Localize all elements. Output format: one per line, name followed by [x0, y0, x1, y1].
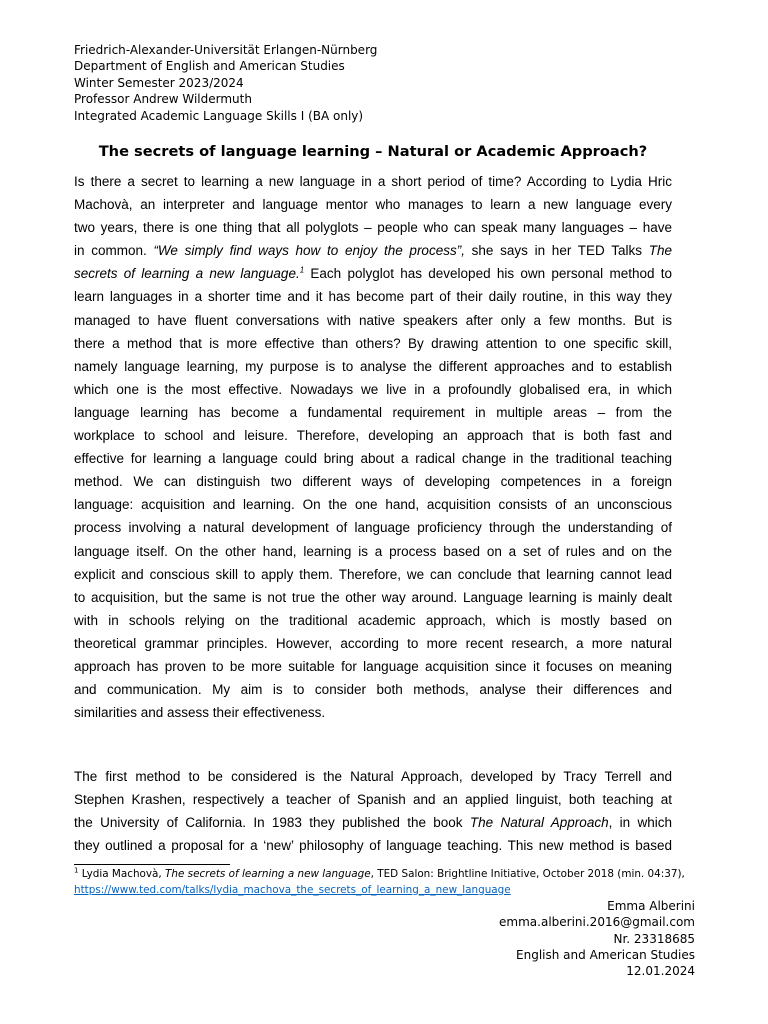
department-name: Department of English and American Studies — [74, 59, 345, 74]
essay-title: The secrets of language learning – Natural or Academic Approach? — [98, 143, 648, 160]
text-line — [74, 811, 672, 834]
footnote-author: Lydia Machovà, — [78, 868, 166, 880]
text-line: with in schools relying on the traditional academic approach, which is mostly based on — [74, 612, 672, 628]
text-line: Machovà, an interpreter and language mentor who manages to learn a new language every — [74, 197, 672, 213]
footnote-talk-title: The secrets of learning a new language — [165, 868, 371, 880]
footnote-citation — [74, 867, 684, 883]
footnote-separator — [74, 864, 230, 865]
text-fragment: Each polyglot has developed his own personal method to — [304, 266, 672, 282]
author-block — [499, 898, 695, 979]
text-line: learn languages in a shorter time and it has become part of their daily routine, in this way they — [74, 289, 672, 305]
text-line: managed to have fluent conversations with native speakers after only a few months. But is — [74, 312, 672, 328]
text-line: which one is the most effective. Nowadays we live in a profoundly globalised era, in which — [74, 381, 672, 397]
talk-title-end: secrets of learning a new language. — [74, 266, 300, 282]
paragraph-1 — [74, 170, 672, 724]
text-line: Is there a secret to learning a new language in a short period of time? According to Lydia Hric — [74, 174, 672, 189]
text-fragment: , in which — [608, 815, 672, 831]
text-line: Stephen Krashen, respectively a teacher of Spanish and an applied linguist, both teaching at — [74, 792, 672, 808]
text-line: explicit and conscious skill to apply them. Therefore, we can conclude that learning cannot lead — [74, 566, 672, 582]
course-name: Integrated Academic Language Skills I (BA only) — [74, 108, 364, 123]
footnote-details: , TED Salon: Brightline Initiative, October 2018 (min. 04:37), — [370, 868, 685, 880]
text-fragment: she says in her TED Talks — [464, 243, 649, 259]
text-line: process involving a natural development of language proficiency through the understanding of — [74, 520, 672, 536]
quote-text: “We simply find ways how to enjoy the process — [153, 243, 457, 259]
submission-date: 12.01.2024 — [626, 964, 695, 979]
text-line: two years, there is one thing that all polyglots – people who can speak many languages – have — [74, 220, 672, 236]
quote-close: ”, — [456, 243, 465, 259]
text-fragment: the University of California. In 1983 they published the book — [74, 815, 470, 831]
study-program: English and American Studies — [516, 947, 695, 962]
footnote — [74, 867, 684, 898]
text-line — [74, 239, 672, 262]
text-line — [74, 262, 672, 285]
text-line: language itself. On the other hand, learning is a process based on a set of rules and on the — [74, 543, 672, 559]
text-line: The first method to be considered is the Natural Approach, developed by Tracy Terrell and — [74, 769, 672, 784]
footnote-reference[interactable]: 1 — [299, 265, 305, 275]
text-line: effective for learning a language could bring about a radical change in the traditional teaching — [74, 451, 672, 467]
text-line: they outlined a proposal for a ‘new’ philosophy of language teaching. This new method is based — [74, 838, 672, 854]
author-name: Emma Alberini — [607, 899, 695, 913]
text-line: approach has proven to be more suitable for language acquisition since it focuses on meaning — [74, 658, 672, 674]
footnote-mark: 1 — [74, 866, 79, 875]
text-fragment: in common. — [74, 243, 154, 259]
talk-title-start: The — [648, 243, 672, 259]
text-line: and communication. My aim is to consider both methods, analyse their differences and — [74, 682, 672, 698]
author-email: emma.alberini.2016@gmail.com — [499, 915, 695, 930]
text-line: there a method that is more effective than others? By drawing attention to one specific skill, — [74, 335, 672, 351]
text-line: namely language learning, my purpose is to analyse the different approaches and to establish — [74, 358, 672, 374]
student-number: Nr. 23318685 — [613, 931, 695, 946]
text-line: workplace to school and leisure. Therefore, developing an approach that is both fast and — [74, 428, 672, 444]
text-line: language learning has become a fundamental requirement in multiple areas – from the — [74, 404, 672, 420]
paragraph-2 — [74, 765, 672, 857]
course-header — [74, 42, 377, 124]
university-name: Friedrich-Alexander-Universität Erlangen-Nürnberg — [74, 43, 378, 57]
text-line: language: acquisition and learning. On the one hand, acquisition consists of an unconscious — [74, 497, 672, 513]
semester: Winter Semester 2023/2024 — [74, 75, 244, 90]
text-line: theoretical grammar principles. However, according to more recent research, a more natural — [74, 635, 672, 651]
professor-name: Professor Andrew Wildermuth — [74, 92, 252, 107]
text-line: similarities and assess their effectiveness. — [74, 705, 326, 721]
text-line: to acquisition, but the same is not true the other way around. Language learning is mainly dealt — [74, 589, 672, 605]
footnote-url-link[interactable]: https://www.ted.com/talks/lydia_machova_the_secrets_of_learning_a_new_language — [74, 883, 511, 896]
text-line: method. We can distinguish two different ways of developing competences in a foreign — [74, 474, 672, 490]
book-title: The Natural Approach — [469, 815, 609, 831]
